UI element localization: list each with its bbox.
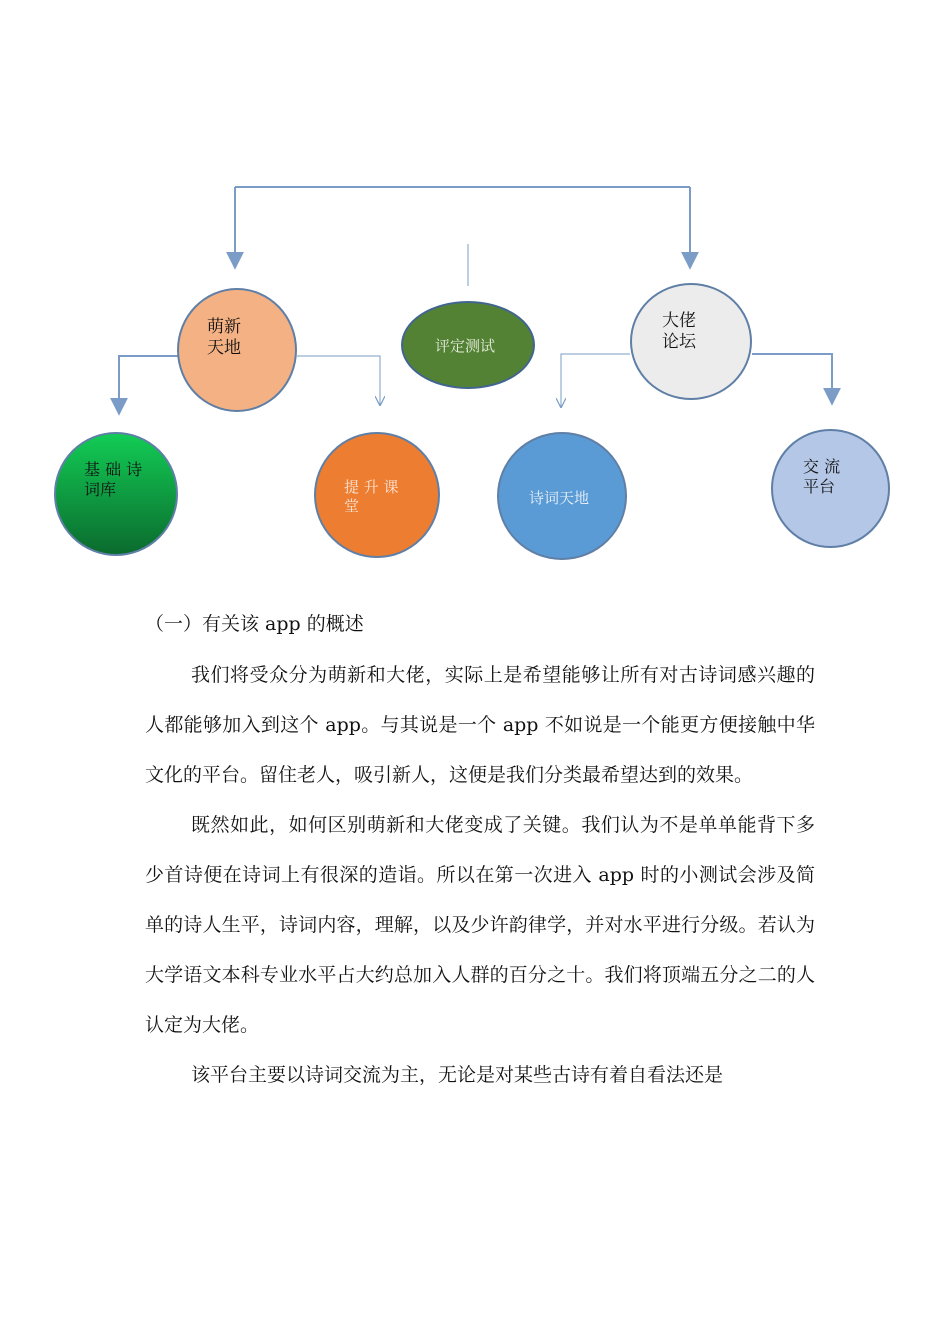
- connector-mengxin-tisheng: [297, 356, 380, 405]
- node-tisheng: [314, 432, 440, 558]
- connector-dalao-jiaoliu: [752, 354, 832, 404]
- node-jiaoliu: [771, 429, 890, 548]
- node-pingding: [401, 301, 535, 389]
- node-mengxin-label: 萌新 天地: [207, 317, 241, 359]
- paragraph-3: 该平台主要以诗词交流为主，无论是对某些古诗有着自看法还是: [191, 1064, 724, 1086]
- node-shici: [497, 432, 627, 560]
- connector-mengxin-jichu: [119, 356, 179, 414]
- node-dalao-label: 大佬 论坛: [662, 311, 696, 353]
- connector-dalao-shici: [561, 354, 630, 407]
- flow-diagram: [0, 0, 950, 600]
- node-mengxin: [177, 288, 297, 412]
- section-heading: （一）有关该 app 的概述: [145, 613, 364, 635]
- node-pingding-label: 评定测试: [435, 337, 496, 355]
- node-dalao: [630, 283, 752, 400]
- node-shici-label: 诗词天地: [529, 489, 590, 507]
- body-text: [145, 650, 815, 1100]
- paragraph-2: 既然如此，如何区别萌新和大佬变成了关键。我们认为不是单单能背下多少首诗便在诗词上有很深的造诣。所以在第一次进入 app 时的小测试会涉及简单的诗人生平，诗词内容，理解，以及少许韵律学，并对水平进行分级。若认为大学语文本科专业水平占大约总加入人群的百分之十。我们将顶端五分之二的人认定为大佬。: [145, 814, 815, 1036]
- node-jichu-label: 基 础 诗 词库: [84, 460, 143, 499]
- node-tisheng-label: 提 升 课 堂: [344, 478, 399, 515]
- node-jiaoliu-label: 交 流 平台: [803, 457, 841, 496]
- node-jichu: [54, 432, 178, 556]
- paragraph-1: 我们将受众分为萌新和大佬，实际上是希望能够让所有对古诗词感兴趣的人都能够加入到这个 app。与其说是一个 app 不如说是一个能更方便接触中华文化的平台。留住老人，吸引新人，这便是我们分类最希望达到的效果。: [145, 664, 815, 786]
